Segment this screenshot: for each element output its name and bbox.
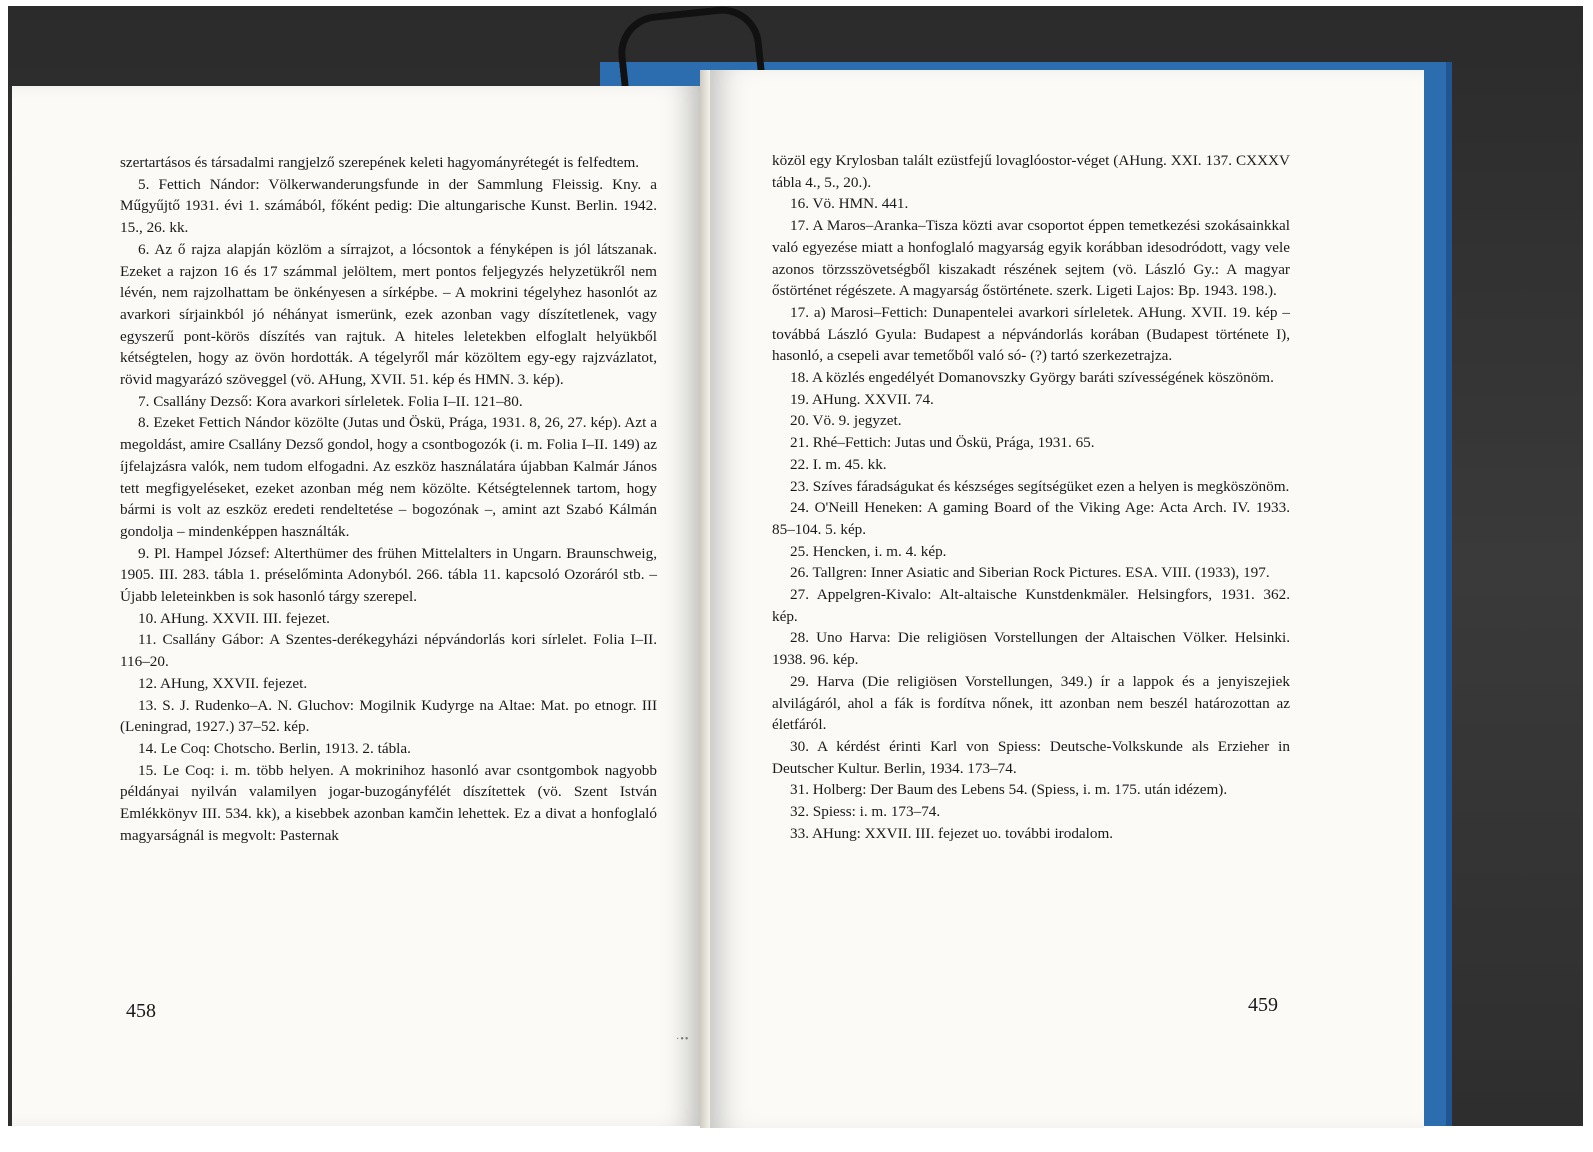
footnote-13: 13. S. J. Rudenko–A. N. Gluchov: Mogilnik Kudyrge na Altae: Mat. po etnogr. III (Leningrad, 1927.) 37–52. kép. [120, 696, 657, 736]
footnote-continuation: közöl egy Krylosban talált ezüstfejű lovaglóostor-véget (AHung. XXI. 137. CXXXV tábla 4., 5., 20.). [772, 152, 1290, 191]
footnote-24: 24. O'Neill Heneken: A gaming Board of the Viking Age: Acta Arch. IV. 1933. 85–104. 5. kép. [772, 499, 1290, 538]
footnote-30: 30. A kérdést érinti Karl von Spiess: Deutsche-Volkskunde als Erzieher in Deutscher Kultur. Berlin, 1934. 173–74. [772, 737, 1290, 777]
scan-dust-mark: ·•• [676, 1034, 690, 1045]
page-number-right: 459 [1248, 994, 1278, 1016]
left-page-text [120, 152, 657, 847]
footnote-15: 15. Le Coq: i. m. több helyen. A mokrinihoz hasonló avar csontgombok nagyobb példányai nyilván valamilyen jogar-buzogányfélét díszítettek (vö. Szent István Emlékkönyv III. 534. kk), a kisebbek azonban kamčin lehettek. Ez a divat a honfoglaló magyarságnál is megvolt: Pasternak [120, 761, 657, 844]
footnote-10: 10. AHung. XXVII. III. fejezet. [138, 609, 330, 627]
footnote-17a: 17. a) Marosi–Fettich: Dunapentelei avarkori sírleletek. AHung. XVII. 19. kép – továbbá László Gyula: Budapest a népvándorlás korában (Budapest története I), hasonló, a csepeli avar temetőből való só- (?) tartó szerkezetrajza. [772, 303, 1290, 365]
footnote-20: 20. Vö. 9. jegyzet. [790, 412, 902, 430]
page-number-left: 458 [126, 1000, 156, 1022]
footnote-29: 29. Harva (Die religiösen Vorstellungen, 349.) ír a lappok és a jenyiszejiek alvilágáról, ahol a fák is fordítva nőnek, itt azonban nem beszél határozottan az életfáról. [772, 672, 1290, 734]
footnote-17: 17. A Maros–Aranka–Tisza közti avar csoportot éppen temetkezési szokásainkkal való egyezése miatt a honfoglaló magyarság egyik korábban idesodródott, vagy vele azonos törzsszövetségből kiszakadt részének sejtem (vö. László Gy.: A magyar őstörténet régészete. A magyarság őstörténete. szerk. Ligeti Lajos: Bp. 1943. 198.). [772, 217, 1290, 300]
footnote-26: 26. Tallgren: Inner Asiatic and Siberian Rock Pictures. ESA. VIII. (1933), 197. [790, 564, 1270, 582]
footnote-14: 14. Le Coq: Chotscho. Berlin, 1913. 2. tábla. [138, 739, 411, 757]
footnote-33: 33. AHung: XXVII. III. fejezet uo. további irodalom. [790, 824, 1114, 842]
footnote-31: 31. Holberg: Der Baum des Lebens 54. (Spiess, i. m. 175. után idézem). [790, 781, 1228, 799]
footnote-21: 21. Rhé–Fettich: Jutas und Öskü, Prága, 1931. 65. [790, 434, 1095, 452]
footnote-25: 25. Hencken, i. m. 4. kép. [790, 542, 947, 560]
footnote-6: 6. Az ő rajza alapján közlöm a sírrajzot, a lócsontok a fényképen is jól látszanak. Ezeket a rajzon 16 és 17 számmal jelöltem, mert pontos feljegyzés helyzetükről nem lévén, nem rajzolhattam be önkényesen a sírképbe. – A mokrini tégelyhez hasonlót az avarkori sírjainkból jó néhányat ismerünk, ezek azonban vagy díszítetlenek, vagy egyszerű pont-körös díszítés van rajtuk. A hiteles leletekben elfoglalt helyükből kétségtelen, hogy az övön hordották. A tégelyről már közöltem egy-egy rajzvázlatot, rövid magyarázó szöveggel (vö. AHung, XVII. 51. kép és HMN. 3. kép). [120, 240, 657, 389]
footnote-18: 18. A közlés engedélyét Domanovszky György baráti szívességének köszönöm. [790, 369, 1274, 387]
book-gutter [700, 70, 710, 1128]
footnote-32: 32. Spiess: i. m. 173–74. [790, 803, 941, 821]
footnote-27: 27. Appelgren-Kivalo: Alt-altaische Kunstdenkmäler. Helsingfors, 1931. 362. kép. [772, 586, 1290, 625]
footnote-11: 11. Csallány Gábor: A Szentes-derékegyházi népvándorlás kori sírlelet. Folia I–II. 116–20. [120, 631, 657, 671]
footnote-12: 12. AHung, XXVII. fejezet. [138, 674, 308, 692]
footnote-7: 7. Csallány Dezső: Kora avarkori sírleletek. Folia I–II. 121–80. [138, 392, 523, 410]
footnote-9: 9. Pl. Hampel József: Alterthümer des frühen Mittelalters in Ungarn. Braunschweig, 1905. III. 283. tábla 1. préselőminta Adonyból. 266. tábla 11. kapcsoló Ozoráról stb. – Újabb leleteinkben is sok hasonló tárgy szerepel. [120, 544, 657, 606]
footnote-8: 8. Ezeket Fettich Nándor közölte (Jutas und Öskü, Prága, 1931. 8, 26, 27. kép). Azt a megoldást, amire Csallány Dezső gondol, hogy a csontbogozók (i. m. Folia I–II. 149) az íjfelajzásra valók, nem tudom elfogadni. Az eszköz használatára újabban Kalmár János tett megfigyeléseket, ezeket azonban még nem közölte. Kétségtelennek tartom, hogy bármi is volt az eszköz eredeti rendeltetése – bogozónak –, amint azt Szabó Kálmán gondolja – mindenképpen használták. [120, 414, 657, 540]
footnote-paragraph: szertartásos és társadalmi rangjelző szerepének keleti hagyományrétegét is felfedtem. [120, 154, 640, 171]
footnote-22: 22. I. m. 45. kk. [790, 455, 887, 473]
footnote-19: 19. AHung. XXVII. 74. [790, 390, 934, 408]
footnote-5: 5. Fettich Nándor: Völkerwanderungsfunde in der Sammlung Fleissig. Kny. a Műgyűjtő 1931. évi 1. számából, főként pedig: Die altungarische Kunst. Berlin. 1942. 15., 26. kk. [120, 175, 657, 237]
footnote-23: 23. Szíves fáradságukat és készséges segítségüket ezen a helyen is megköszönöm. [790, 477, 1290, 495]
footnote-16: 16. Vö. HMN. 441. [790, 195, 909, 213]
footnote-28: 28. Uno Harva: Die religiösen Vorstellungen der Altaischen Völker. Helsinki. 1938. 96. kép. [772, 629, 1290, 669]
right-page-text [772, 150, 1290, 845]
